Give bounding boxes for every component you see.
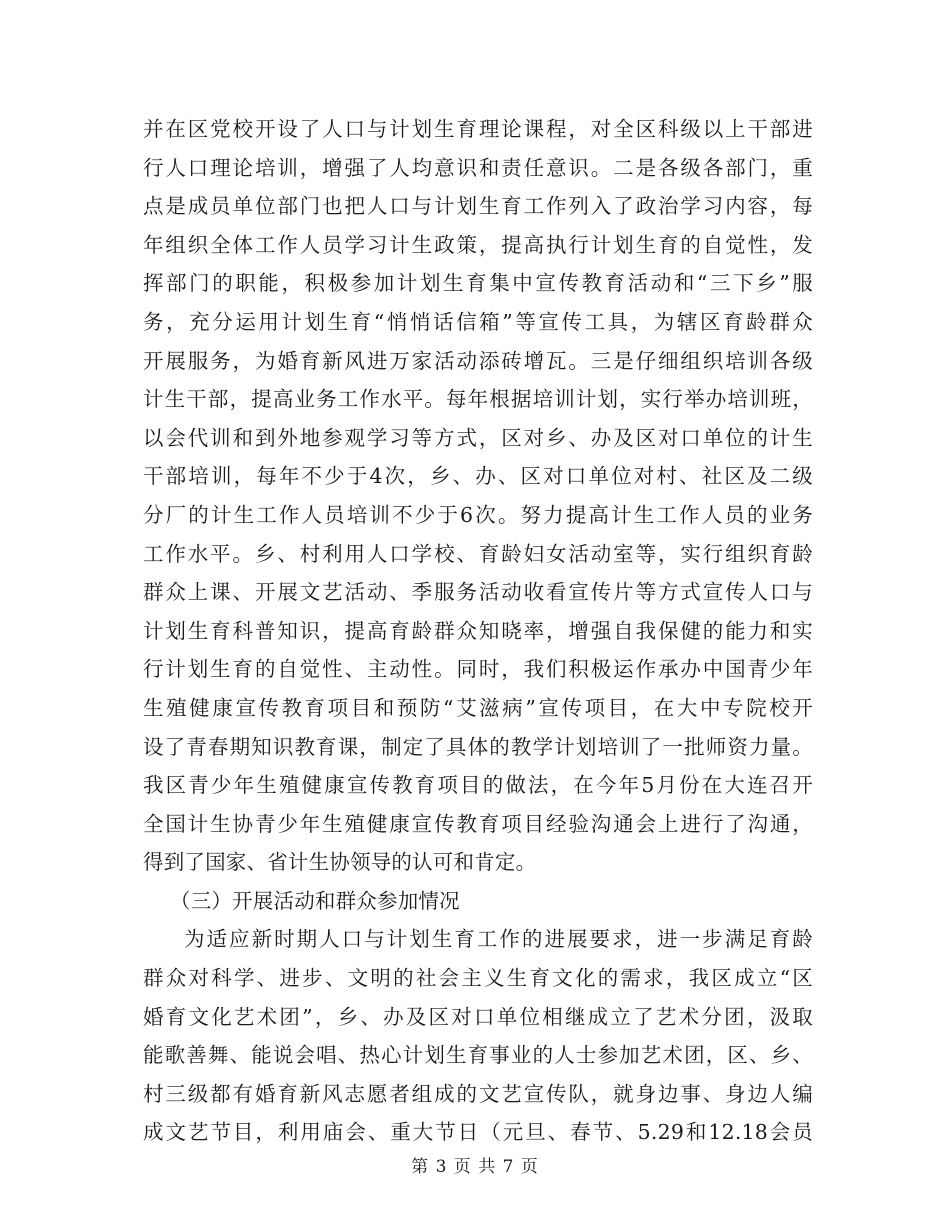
text-line: 工作水平。乡、村利用人口学校、育龄妇女活动室等，实行组织育龄 [143,541,813,566]
text-line: 婚育文化艺术团”，乡、办及区对口单位相继成立了艺术分团，汲取 [143,1004,813,1029]
page-footer: 第 3 页 共 7 页 [411,1157,539,1177]
text-line: 年组织全体工作人员学习计生政策，提高执行计划生育的自觉性，发 [143,232,813,257]
text-line: 能歌善舞、能说会唱、热心计划生育事业的人士参加艺术团，区、乡、 [143,1043,813,1068]
text-line: 并在区党校开设了人口与计划生育理论课程，对全区科级以上干部进 [143,117,813,141]
text-line: 全国计生协青少年生殖健康宣传教育项目经验沟通会上进行了沟通， [143,811,813,836]
text-line: 计划生育科普知识，提高育龄群众知晓率，增强自我保健的能力和实 [143,618,813,643]
text-line: 成文艺节目，利用庙会、重大节日（元旦、春节、5.29和12.18会员 [143,1120,813,1145]
text-line: 以会代训和到外地参观学习等方式，区对乡、办及区对口单位的计生 [143,425,813,450]
text-line: 点是成员单位部门也把人口与计划生育工作列入了政治学习内容，每 [143,194,813,219]
text-line: 得到了国家、省计生协领导的认可和肯定。 [143,850,537,875]
text-line: 群众上课、开展文艺活动、季服务活动收看宣传片等方式宣传人口与 [143,580,813,605]
text-line: 计生干部，提高业务工作水平。每年根据培训计划，实行举办培训班， [143,387,813,412]
text-line: 群众对科学、进步、文明的社会主义生育文化的需求，我区成立“区 [143,966,813,991]
body-text [143,110,813,1152]
text-line: 设了青春期知识教育课，制定了具体的教学计划培训了一批师资力量。 [143,734,813,759]
text-line: 务，充分运用计划生育“悄悄话信箱”等宣传工具，为辖区育龄群众 [143,309,813,334]
section-heading: （三）开展活动和群众参加情况 [170,888,460,913]
text-line: 行计划生育的自觉性、主动性。同时，我们积极运作承办中国青少年 [143,657,813,682]
text-line: 分厂的计生工作人员培训不少于6次。努力提高计生工作人员的业务 [143,502,813,527]
text-line: 干部培训，每年不少于4次，乡、办、区对口单位对村、社区及二级 [143,464,813,489]
text-line: 行人口理论培训，增强了人均意识和责任意识。二是各级各部门，重 [143,155,813,180]
text-line: 村三级都有婚育新风志愿者组成的文艺宣传队，就身边事、身边人编 [143,1081,813,1106]
text-line: 我区青少年生殖健康宣传教育项目的做法，在今年5月份在大连召开 [143,773,813,798]
text-line: 为适应新时期人口与计划生育工作的进展要求，进一步满足育龄 [184,927,813,952]
text-line: 开展服务，为婚育新风进万家活动添砖增瓦。三是仔细组织培训各级 [143,348,813,373]
text-line: 生殖健康宣传教育项目和预防“艾滋病”宣传项目，在大中专院校开 [143,695,813,720]
text-line: 挥部门的职能，积极参加计划生育集中宣传教育活动和“三下乡”服 [143,271,813,296]
